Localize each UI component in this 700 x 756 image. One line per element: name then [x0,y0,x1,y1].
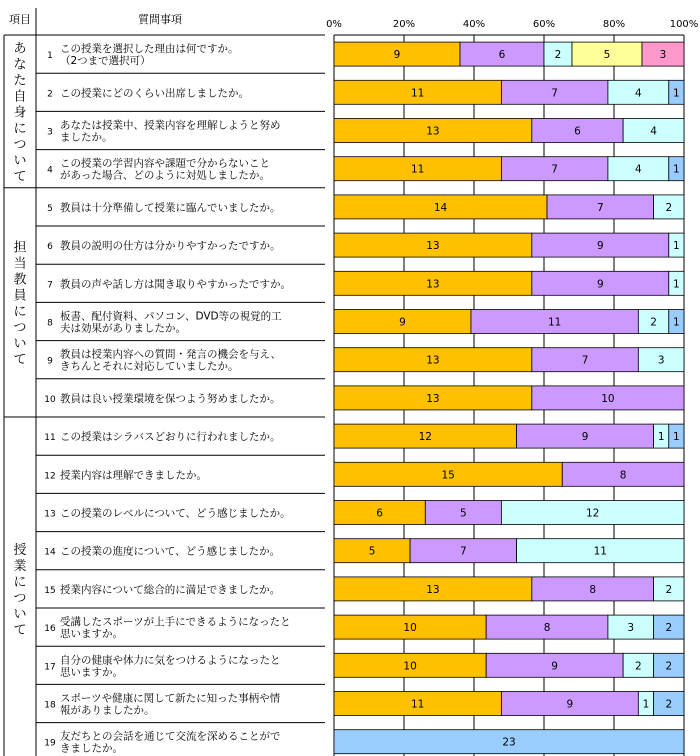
group-label-char: て [13,169,27,185]
bar-value-label: 1 [673,278,680,291]
question-text: この授業にどのくらい出席しましたか。 [60,87,249,100]
group-label [13,41,26,184]
x-tick-label: 20% [392,19,416,30]
question-text: 思いますか。 [60,666,123,679]
bar-value-label: 5 [603,49,611,62]
bar-value-label: 7 [581,354,589,367]
question-text: 教員の説明の仕方は分かりやすかったですか。 [60,240,281,253]
bar-value-label: 23 [502,736,516,749]
bar-value-label: 12 [586,507,600,520]
bar-value-label: 14 [433,201,448,214]
question-number: 9 [47,356,53,367]
group-label-char: 教 [13,272,27,288]
bar-value-label: 2 [635,660,642,673]
question-text: 授業内容について総合的に満足できましたか。 [60,583,281,596]
question-number: 11 [44,433,56,444]
bar-value-label: 4 [635,87,642,100]
bar-value-label: 11 [411,163,425,176]
bar-value-label: 9 [566,698,574,711]
group-label-char: た [13,73,27,89]
bar-value-label: 13 [426,240,440,253]
bar-value-label: 1 [657,431,665,444]
bar-value-label: 11 [411,87,425,100]
bar-value-label: 15 [441,469,455,482]
bar-value-label: 11 [593,545,607,558]
question-text: 教員は授業内容への質問・発言の機会を与え、 [60,348,282,361]
bar-value-label: 2 [650,316,657,329]
bar-value-label: 2 [665,622,673,635]
bar-value-label: 5 [368,545,376,558]
bar-value-label: 2 [554,49,562,62]
group-label-char: 業 [13,558,27,574]
question-text: 思いますか。 [60,628,123,641]
bar-value-label: 7 [460,545,467,558]
bar-value-label: 4 [650,125,657,138]
bar-value-label: 2 [665,583,673,596]
group-label-char: 身 [13,105,27,121]
bar-value-label: 1 [673,163,680,176]
bar-value-label: 7 [551,163,558,176]
question-number: 1 [47,51,53,62]
bar-value-label: 9 [551,660,558,673]
header-category: 項目 [9,13,31,26]
bar-value-label: 2 [665,698,673,711]
bar-value-label: 13 [426,583,440,596]
question-number: 16 [44,624,56,635]
bar-value-label: 4 [635,163,642,176]
bar-value-label: 10 [601,392,615,405]
group-label [13,239,26,367]
bar-value-label: 11 [547,316,562,329]
question-text: この授業の学習内容や課題で分からないこと [60,157,270,170]
bar-value-label: 12 [418,431,432,444]
bar-value-label: 3 [657,354,665,367]
question-text: （2つまで選択可） [60,55,151,68]
question-number: 6 [47,242,53,253]
question-text: スポーツや健康に関して新たに知った事柄や情 [60,692,281,705]
group-label-char: つ [13,590,27,606]
group-label-char: 当 [13,256,27,272]
question-text: 授業内容は理解できましたか。 [60,469,207,482]
question-text: この授業はシラバスどおりに行われましたか。 [60,431,281,444]
group-label-char: て [13,622,27,638]
group-label-char: つ [13,320,27,336]
bar-value-label: 9 [596,240,604,253]
question-number: 7 [47,280,53,291]
bar-value-label: 2 [665,660,673,673]
question-text: 教員は十分準備して授業に臨んでいましたか。 [60,201,281,214]
x-tick-label: 40% [462,19,486,30]
bar-value-label: 1 [642,698,650,711]
question-text: 自分の健康や体力に気をつけるようになったと [60,654,281,667]
group-label-char: に [13,121,27,137]
question-number: 19 [44,738,56,749]
bar-value-label: 7 [551,87,558,100]
question-text: きましたか。 [60,742,123,755]
question-number: 3 [47,127,53,138]
question-text: きちんとそれに対応していましたか。 [60,360,239,373]
bar-value-label: 7 [596,201,604,214]
x-tick-label: 0% [326,19,342,30]
question-number: 15 [44,585,56,596]
bar-value-label: 9 [393,49,401,62]
bar-value-label: 2 [665,201,673,214]
question-text: 教員の声や話し方は聞き取りやすかったですか。 [60,278,291,291]
question-text: 報がありましたか。 [60,704,155,717]
question-text: あなたは授業中、授業内容を理解しようと努め [60,119,281,132]
group-label-char: あ [13,41,27,57]
question-number: 4 [47,165,53,176]
question-table [4,8,325,756]
bar-value-label: 8 [543,622,551,635]
question-number: 8 [47,318,53,329]
bar-value-label: 8 [619,469,627,482]
bar-value-label: 1 [673,87,680,100]
group-label-char: い [13,606,27,622]
chart-bars [334,42,684,754]
question-text: 板書、配付資料、パソコン、DVD等の視覚的工 [60,310,282,323]
bar-value-label: 13 [426,278,440,291]
bar-value-label: 6 [376,507,383,520]
question-text: ましたか。 [60,131,113,144]
bar-value-label: 9 [581,431,589,444]
bar-value-label: 1 [673,316,680,329]
bar-value-label: 1 [673,431,680,444]
question-text: この授業のレベルについて、どう感じましたか。 [60,507,291,520]
question-text: この授業を選択した理由は何ですか。 [60,43,239,56]
bar-value-label: 6 [498,49,506,62]
bar-value-label: 6 [574,125,581,138]
bar-value-label: 13 [426,125,440,138]
group-label-char: 員 [13,288,27,304]
question-text: があった場合、どのように対処しましたか。 [60,169,270,182]
question-text: 夫は効果がありましたか。 [60,322,186,335]
group-label-char: 担 [13,240,27,256]
bar-value-label: 8 [589,583,597,596]
bar-value-label: 10 [403,622,417,635]
bar-value-label: 3 [659,49,667,62]
bar-value-label: 1 [673,240,680,253]
bar-value-label: 13 [426,392,440,405]
x-tick-label: 80% [602,19,626,30]
group-label-char: い [13,336,27,352]
group-label-char: て [13,352,27,368]
question-number: 12 [44,471,56,482]
group-label-char: に [13,574,27,590]
group-label-char: に [13,304,27,320]
question-text: 友だちとの会話を通じて交流を深めることがで [60,730,281,743]
group-label-char: 自 [13,89,27,105]
bar-value-label: 13 [426,354,440,367]
question-number: 10 [44,394,56,405]
group-label-char: い [13,153,27,169]
bar-value-label: 9 [596,278,604,291]
question-number: 17 [44,662,56,673]
question-text: 受講したスポーツが上手にできるようになったと [60,616,291,629]
question-number: 13 [44,509,56,520]
bar-value-label: 9 [399,316,406,329]
group-label [13,542,26,638]
question-number: 14 [44,547,56,558]
question-number: 2 [47,89,53,100]
question-text: この授業の進度について、どう感じましたか。 [60,545,281,558]
group-label-char: な [13,57,27,73]
x-tick-label: 60% [532,19,556,30]
bar-value-label: 11 [411,698,425,711]
question-number: 5 [47,203,53,214]
bar-value-label: 5 [460,507,467,520]
group-label-char: つ [13,137,27,153]
question-text: 教員は良い授業環境を保つよう努めましたか。 [60,392,281,405]
bar-value-label: 3 [627,622,635,635]
header-question: 質問事項 [138,13,182,26]
group-label-char: 授 [13,542,27,558]
x-tick-label: 100% [669,19,699,30]
x-axis [326,19,698,35]
question-number: 18 [44,700,56,711]
bar-value-label: 10 [403,660,417,673]
